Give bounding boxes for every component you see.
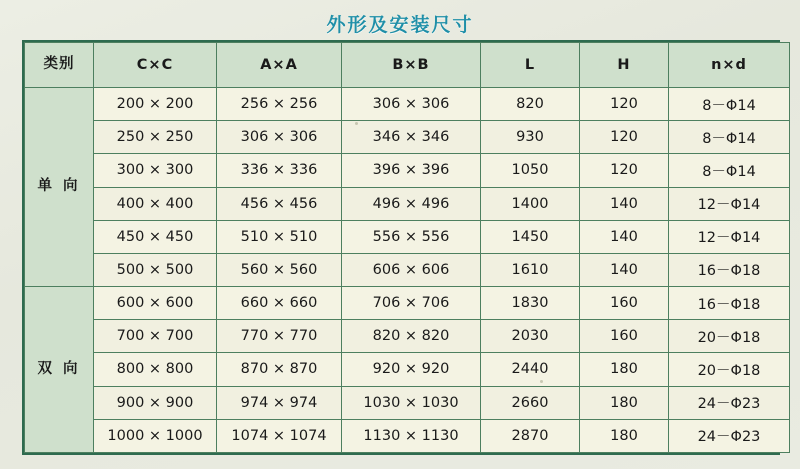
- table-row: [25, 353, 790, 386]
- table-row: [25, 253, 790, 286]
- cell-cxc: 250 × 250: [94, 121, 217, 154]
- cell-nxd: 16－Φ18: [669, 287, 790, 320]
- cell-axa: 336 × 336: [217, 154, 342, 187]
- dimensions-table: [24, 42, 790, 453]
- cell-h: 160: [580, 287, 669, 320]
- cell-h: 120: [580, 88, 669, 121]
- cell-axa: 560 × 560: [217, 253, 342, 286]
- cell-cxc: 600 × 600: [94, 287, 217, 320]
- cell-cxc: 1000 × 1000: [94, 419, 217, 452]
- cell-nxd: 12－Φ14: [669, 220, 790, 253]
- cell-axa: 456 × 456: [217, 187, 342, 220]
- page-title: 外形及安装尺寸: [326, 14, 474, 36]
- cell-l: 2030: [481, 320, 580, 353]
- cell-bxb: 1030 × 1030: [342, 386, 481, 419]
- cell-l: 2870: [481, 419, 580, 452]
- cell-axa: 974 × 974: [217, 386, 342, 419]
- cell-cxc: 800 × 800: [94, 353, 217, 386]
- table-row: [25, 121, 790, 154]
- cell-cxc: 400 × 400: [94, 187, 217, 220]
- cell-bxb: 396 × 396: [342, 154, 481, 187]
- table-row: [25, 386, 790, 419]
- cell-cxc: 900 × 900: [94, 386, 217, 419]
- cell-axa: 870 × 870: [217, 353, 342, 386]
- cell-axa: 1074 × 1074: [217, 419, 342, 452]
- cell-nxd: 8－Φ14: [669, 154, 790, 187]
- cell-h: 180: [580, 419, 669, 452]
- scan-speck: [540, 380, 543, 383]
- table-row: [25, 220, 790, 253]
- cell-l: 1830: [481, 287, 580, 320]
- cell-bxb: 606 × 606: [342, 253, 481, 286]
- cell-l: 1050: [481, 154, 580, 187]
- cell-nxd: 20－Φ18: [669, 353, 790, 386]
- cell-h: 180: [580, 353, 669, 386]
- table-row: [25, 154, 790, 187]
- cell-h: 160: [580, 320, 669, 353]
- column-header-nxd: n×d: [669, 43, 790, 88]
- cell-nxd: 8－Φ14: [669, 121, 790, 154]
- table-body: [25, 43, 790, 453]
- column-header-axa: A×A: [217, 43, 342, 88]
- cell-cxc: 300 × 300: [94, 154, 217, 187]
- cell-l: 1450: [481, 220, 580, 253]
- cell-l: 2440: [481, 353, 580, 386]
- table-row: [25, 320, 790, 353]
- column-header-l: L: [481, 43, 580, 88]
- table-row: [25, 287, 790, 320]
- cell-bxb: 556 × 556: [342, 220, 481, 253]
- cell-l: 930: [481, 121, 580, 154]
- column-header-bxb: B×B: [342, 43, 481, 88]
- category-cell-single: 单 向: [25, 88, 94, 287]
- cell-h: 140: [580, 253, 669, 286]
- cell-axa: 770 × 770: [217, 320, 342, 353]
- table-row: [25, 187, 790, 220]
- cell-bxb: 496 × 496: [342, 187, 481, 220]
- cell-axa: 306 × 306: [217, 121, 342, 154]
- column-header-h: H: [580, 43, 669, 88]
- cell-h: 140: [580, 220, 669, 253]
- cell-bxb: 346 × 346: [342, 121, 481, 154]
- cell-cxc: 450 × 450: [94, 220, 217, 253]
- cell-l: 1400: [481, 187, 580, 220]
- column-header-category: 类别: [25, 43, 94, 88]
- cell-nxd: 24－Φ23: [669, 419, 790, 452]
- cell-h: 120: [580, 154, 669, 187]
- cell-cxc: 500 × 500: [94, 253, 217, 286]
- cell-axa: 510 × 510: [217, 220, 342, 253]
- cell-bxb: 706 × 706: [342, 287, 481, 320]
- dimensions-table-container: [22, 40, 780, 455]
- scan-speck: [355, 122, 358, 125]
- cell-nxd: 8－Φ14: [669, 88, 790, 121]
- cell-nxd: 24－Φ23: [669, 386, 790, 419]
- cell-l: 1610: [481, 253, 580, 286]
- cell-bxb: 1130 × 1130: [342, 419, 481, 452]
- cell-nxd: 12－Φ14: [669, 187, 790, 220]
- column-header-cxc: C×C: [94, 43, 217, 88]
- cell-axa: 256 × 256: [217, 88, 342, 121]
- cell-bxb: 920 × 920: [342, 353, 481, 386]
- cell-l: 820: [481, 88, 580, 121]
- cell-h: 140: [580, 187, 669, 220]
- table-row: [25, 419, 790, 452]
- category-cell-double: 双 向: [25, 287, 94, 453]
- cell-h: 180: [580, 386, 669, 419]
- cell-l: 2660: [481, 386, 580, 419]
- cell-h: 120: [580, 121, 669, 154]
- cell-axa: 660 × 660: [217, 287, 342, 320]
- cell-nxd: 16－Φ18: [669, 253, 790, 286]
- cell-nxd: 20－Φ18: [669, 320, 790, 353]
- table-row: [25, 88, 790, 121]
- cell-bxb: 306 × 306: [342, 88, 481, 121]
- table-header-row: [25, 43, 790, 88]
- cell-bxb: 820 × 820: [342, 320, 481, 353]
- cell-cxc: 200 × 200: [94, 88, 217, 121]
- cell-cxc: 700 × 700: [94, 320, 217, 353]
